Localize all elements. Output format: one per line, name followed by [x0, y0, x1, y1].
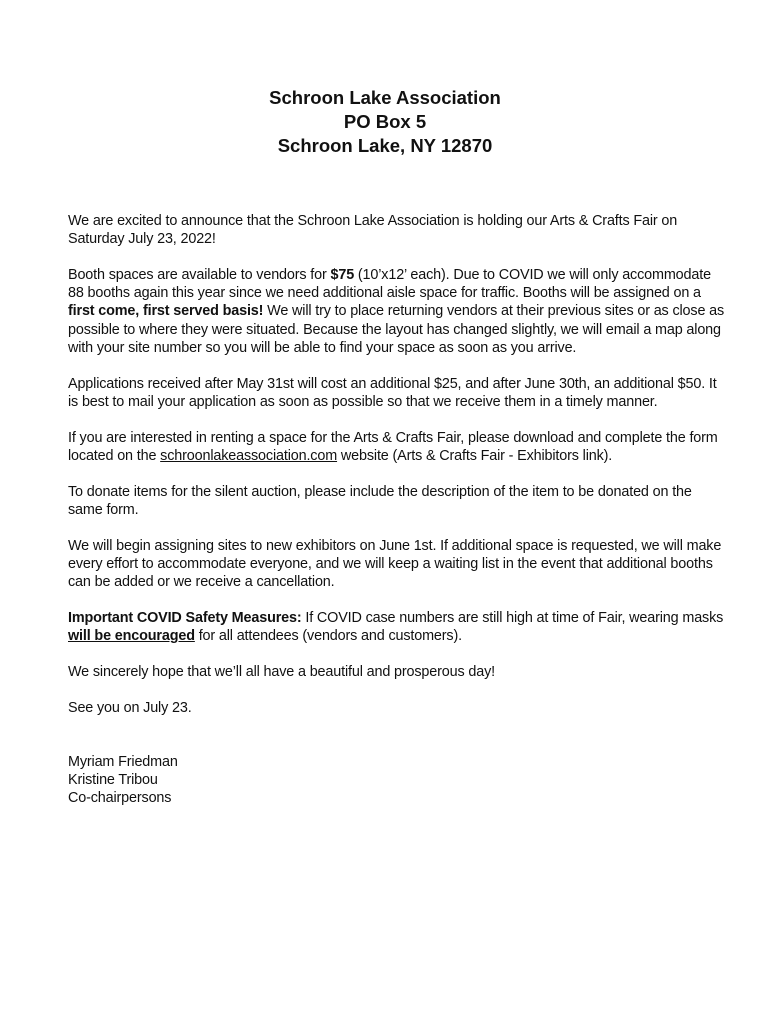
- signer-name-2: Kristine Tribou: [68, 772, 158, 789]
- org-city: Schroon Lake, NY 12870: [277, 135, 493, 156]
- paragraph-late-fees: Applications received after May 31st will cost an additional $25, and after June 30th, an additional $50. It is best to mail your application as soon as possible so that we receive them in a timely manner.: [68, 375, 717, 410]
- covid-measures-label: Important COVID Safety Measures:: [68, 609, 302, 626]
- paragraph-announcement: We are excited to announce that the Schroon Lake Association is holding our Arts & Crafts Fair on Saturday July 23, 2022!: [68, 213, 678, 248]
- letter-body: [68, 212, 730, 807]
- paragraph-closing-wish: We sincerely hope that we’ll all have a beautiful and prosperous day!: [68, 663, 495, 680]
- paragraph-see-you: See you on July 23.: [68, 699, 192, 716]
- signature-block: [68, 753, 730, 808]
- first-come-emphasis: first come, first served basis!: [68, 303, 264, 320]
- booth-price: $75: [330, 267, 355, 283]
- signer-title: Co-chairpersons: [68, 790, 172, 807]
- org-po-box: PO Box 5: [343, 111, 427, 132]
- org-name: Schroon Lake Association: [269, 87, 501, 108]
- paragraph-booth-spaces: Booth spaces are available to vendors for $75 (10’x12’ each). Due to COVID we will only accommodate 88 booths again this year since we need additional aisle space for traffic. Booths will be assigned on a first come, first served basis! We will try to place returning vendors at their previous sites or as close as possible to where they were situated. Because the layout has changed slightly, we will email a map along with your site number so you will be able to find your space as soon as you arrive.: [68, 267, 725, 356]
- signer-name-1: Myriam Friedman: [68, 753, 178, 770]
- masks-encouraged-emphasis: will be encouraged: [68, 628, 195, 645]
- website-link[interactable]: schroonlakeassociation.com: [160, 447, 338, 464]
- paragraph-silent-auction: To donate items for the silent auction, please include the description of the item to be donated on the same form.: [68, 483, 692, 518]
- paragraph-covid-measures: Important COVID Safety Measures: If COVID case numbers are still high at time of Fair, wearing masks will be encouraged for all attendees (vendors and customers).: [68, 609, 724, 645]
- paragraph-site-assignment: We will begin assigning sites to new exhibitors on June 1st. If additional space is requested, we will make every effort to accommodate everyone, and we will keep a waiting list in the event that additional booths can be added or we receive a cancellation.: [68, 537, 722, 591]
- paragraph-application-form: If you are interested in renting a space for the Arts & Crafts Fair, please download and complete the form located on the schroonlakeassociation.com website (Arts & Crafts Fair - Exhibitors link).: [68, 429, 718, 464]
- letterhead: [0, 86, 770, 158]
